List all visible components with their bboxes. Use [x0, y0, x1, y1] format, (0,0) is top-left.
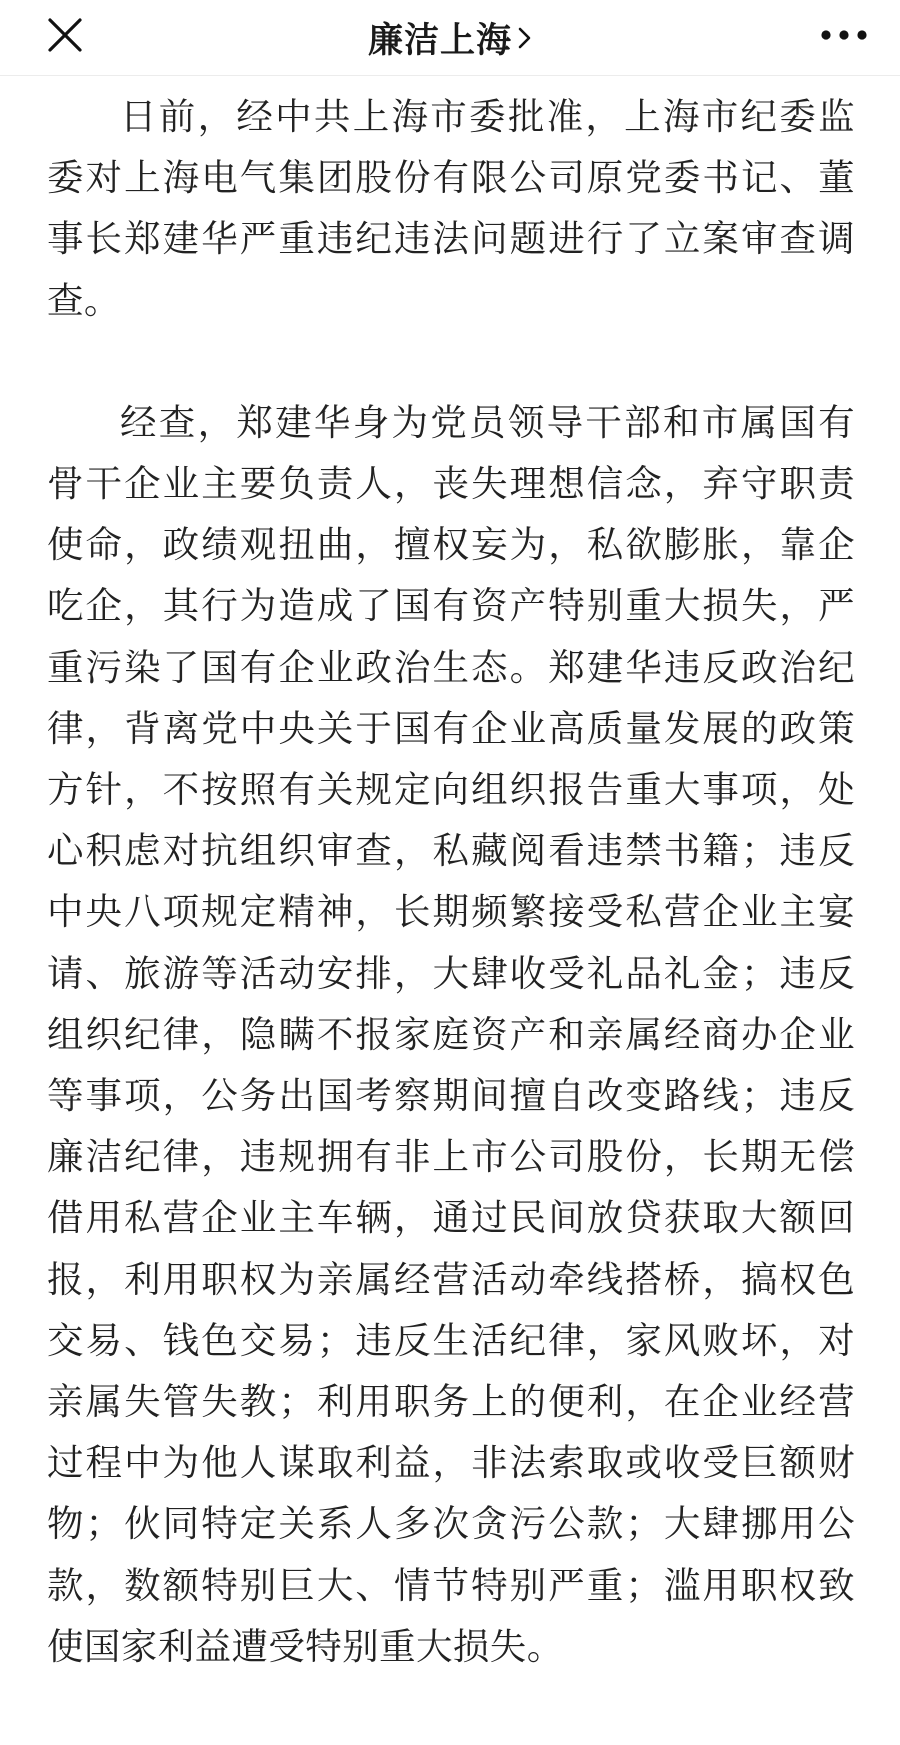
top-navigation-bar — [0, 0, 900, 76]
chevron-right-icon — [518, 26, 532, 50]
close-button[interactable] — [38, 8, 92, 62]
article-paragraph-findings: 经查，郑建华身为党员领导干部和市属国有骨干企业主要负责人，丧失理想信念，弃守职责使命，政绩观扭曲，擅权妄为，私欲膨胀，靠企吃企，其行为造成了国有资产特别重大损失，严重污染了国有企业政治生态。郑建华违反政治纪律，背离党中央关于国有企业高质量发展的政策方针，不按照有关规定向组织报告重大事项，处心积虑对抗组织审查，私藏阅看违禁书籍；违反中央八项规定精神，长期频繁接受私营企业主宴请、旅游等活动安排，大肆收受礼品礼金；违反组织纪律，隐瞒不报家庭资产和亲属经商办企业等事项，公务出国考察期间擅自改变路线；违反廉洁纪律，违规拥有非上市公司股份，长期无偿借用私营企业主车辆，通过民间放贷获取大额回报，利用职权为亲属经营活动牵线搭桥，搞权色交易、钱色交易；违反生活纪律，家风败坏，对亲属失管失教；利用职务上的便利，在企业经营过程中为他人谋取利益，非法索取或收受巨额财物；伙同特定关系人多次贪污公款；大肆挪用公款，数额特别巨大、情节特别严重；滥用职权致使国家利益遭受特别重大损失。 — [47, 400, 855, 1668]
account-title-button[interactable] — [368, 13, 532, 63]
more-options-button[interactable] — [812, 8, 876, 62]
page-title: 廉洁上海 — [367, 21, 512, 61]
article-paragraph-intro: 日前，经中共上海市委批准，上海市纪委监委对上海电气集团股份有限公司原党委书记、董事长郑建华严重违纪违法问题进行了立案审查调查。 — [47, 95, 855, 322]
more-horizontal-icon — [820, 29, 868, 41]
article-body — [47, 86, 855, 1677]
close-icon — [47, 17, 83, 53]
